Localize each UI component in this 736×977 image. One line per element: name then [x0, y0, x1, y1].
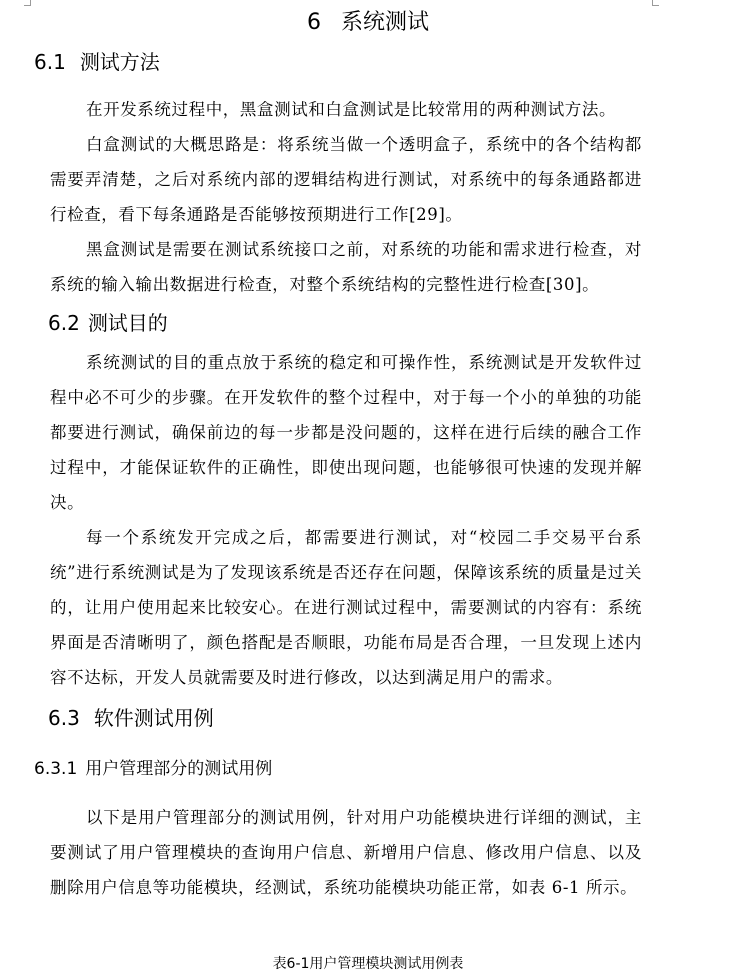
chapter-title-text: 系统测试: [340, 10, 429, 35]
section-heading-6-2: 6.2 测试目的: [48, 311, 168, 335]
paragraph: 白盒测试的大概思路是：将系统当做一个透明盒子，系统中的各个结构都需要弄清楚，之后对系统内部的逻辑结构进行测试，对系统中的每条通路都进行检查，看下每条通路是否能够按预期进行工作[29]。: [50, 135, 642, 224]
crop-mark-right-h: [653, 5, 659, 6]
paragraph: 系统测试的目的重点放于系统的稳定和可操作性，系统测试是开发软件过程中必不可少的步骤。在开发软件的整个过程中，对于每一个小的单独的功能都要进行测试，确保前边的每一步都是没问题的，这样在进行后续的融合工作过程中，才能保证软件的正确性，即使出现问题，也能够很可快速的发现并解决。: [50, 353, 642, 512]
table-caption: 表6-1用户管理模块测试用例表: [272, 956, 464, 972]
paragraph: 在开发系统过程中，黑盒测试和白盒测试是比较常用的两种测试方法。: [86, 100, 617, 119]
crop-mark-left-h: [24, 5, 30, 6]
subsection-heading-6-3-1: 6.3.1 用户管理部分的测试用例: [34, 759, 273, 779]
section-heading-6-1: 6.1 测试方法: [34, 50, 160, 74]
paragraph: 以下是用户管理部分的测试用例，针对用户功能模块进行详细的测试，主要测试了用户管理模块的查询用户信息、新增用户信息、修改用户信息、以及删除用户信息等功能模块，经测试，系统功能模块功能正常，如表 6-1 所示。: [50, 808, 642, 897]
crop-mark-left: [30, 0, 31, 6]
section-heading-6-3: 6.3 软件测试用例: [48, 706, 214, 730]
chapter-number: 6: [306, 10, 321, 35]
chapter-title: [0, 8, 736, 38]
paragraph: 黑盒测试是需要在测试系统接口之前，对系统的功能和需求进行检查，对系统的输入输出数据进行检查，对整个系统结构的完整性进行检查[30]。: [50, 240, 642, 294]
paragraph: 每一个系统发开完成之后，都需要进行测试，对“校园二手交易平台系统”进行系统测试是为了发现该系统是否还存在问题，保障该系统的质量是过关的，让用户使用起来比较安心。在进行测试过程中，需要测试的内容有：系统界面是否清晰明了，颜色搭配是否顺眼，功能布局是否合理，一旦发现上述内容不达标，开发人员就需要及时进行修改，以达到满足用户的需求。: [50, 528, 642, 687]
